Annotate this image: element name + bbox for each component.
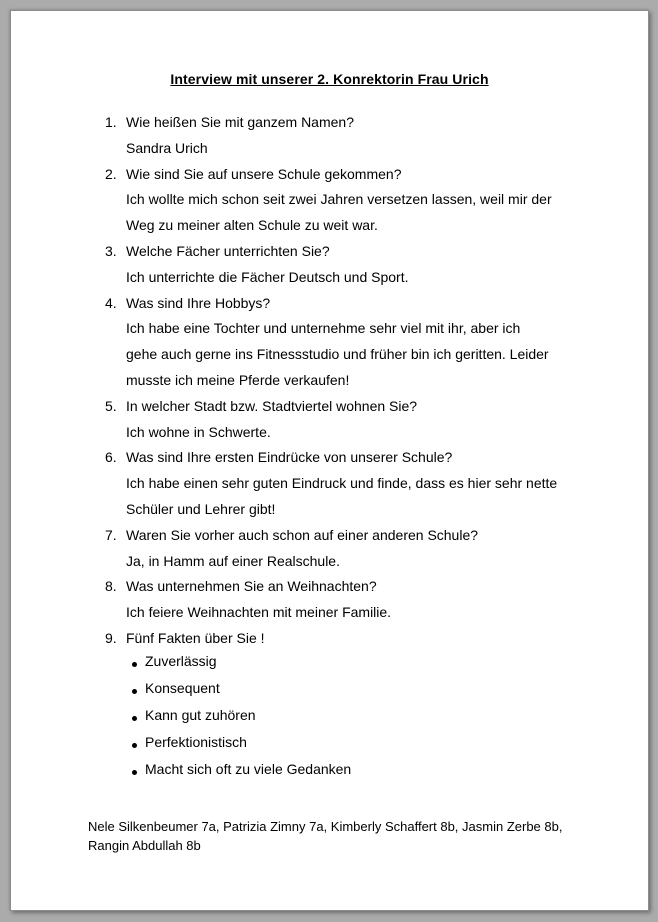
bullet-icon bbox=[132, 662, 137, 667]
question-text: Waren Sie vorher auch schon auf einer anderen Schule? bbox=[126, 526, 479, 543]
question-text: Welche Fächer unterrichten Sie? bbox=[126, 243, 330, 259]
fact-text: Zuverlässig bbox=[145, 652, 217, 669]
answer-text: Ich habe einen sehr guten Eindruck und finde, dass es hier sehr nette bbox=[126, 475, 558, 492]
bullet-icon bbox=[132, 716, 137, 721]
fact-text: Konsequent bbox=[145, 679, 220, 696]
authors-line: Rangin Abdullah 8b bbox=[88, 838, 201, 853]
fact-text: Kann gut zuhören bbox=[145, 706, 256, 723]
fact-text: Macht sich oft zu viele Gedanken bbox=[145, 760, 352, 777]
question-number: 2. bbox=[105, 165, 117, 182]
question-text: In welcher Stadt bzw. Stadtviertel wohnen Sie? bbox=[126, 397, 418, 414]
answer-text: Ich wollte mich schon seit zwei Jahren versetzen lassen, weil mir der bbox=[126, 191, 552, 208]
answer-text: Weg zu meiner alten Schule zu weit war. bbox=[126, 217, 378, 234]
question-text: Was unternehmen Sie an Weihnachten? bbox=[126, 578, 377, 595]
question-number: 3. bbox=[105, 243, 117, 259]
answer-text: Ich feiere Weihnachten mit meiner Familie. bbox=[126, 604, 392, 621]
question-text: Was sind Ihre Hobbys? bbox=[126, 294, 271, 311]
question-text: Was sind Ihre ersten Eindrücke von unserer Schule? bbox=[126, 449, 453, 466]
fact-text: Perfektionistisch bbox=[145, 733, 247, 750]
answer-text: Ja, in Hamm auf einer Realschule. bbox=[126, 552, 340, 569]
question-text: Fünf Fakten über Sie ! bbox=[126, 630, 265, 646]
bullet-icon bbox=[132, 770, 137, 775]
question-number: 7. bbox=[105, 526, 117, 543]
bullet-icon bbox=[132, 689, 137, 694]
answer-text: gehe auch gerne ins Fitnessstudio und früher bin ich geritten. Leider bbox=[126, 346, 549, 363]
question-text: Wie heißen Sie mit ganzem Namen? bbox=[126, 114, 354, 130]
authors-footer bbox=[88, 817, 562, 855]
question-number: 9. bbox=[105, 630, 117, 646]
answer-text: Sandra Urich bbox=[126, 139, 208, 156]
question-number: 1. bbox=[105, 114, 117, 130]
answer-text: musste ich meine Pferde verkaufen! bbox=[126, 371, 350, 388]
document-page bbox=[10, 10, 649, 911]
question-number: 4. bbox=[105, 294, 117, 311]
question-number: 6. bbox=[105, 449, 117, 466]
question-text: Wie sind Sie auf unsere Schule gekommen? bbox=[126, 165, 402, 182]
answer-text: Ich unterrichte die Fächer Deutsch und Sport. bbox=[126, 268, 409, 285]
question-number: 8. bbox=[105, 578, 117, 595]
bullet-icon bbox=[132, 743, 137, 748]
answer-text: Ich habe eine Tochter und unternehme sehr viel mit ihr, aber ich bbox=[126, 320, 521, 337]
answer-text: Ich wohne in Schwerte. bbox=[126, 423, 271, 440]
document-title: Interview mit unserer 2. Konrektorin Frau Urich bbox=[170, 71, 489, 87]
question-number: 5. bbox=[105, 397, 117, 414]
authors-line: Nele Silkenbeumer 7a, Patrizia Zimny 7a, Kimberly Schaffert 8b, Jasmin Zerbe 8b, bbox=[88, 819, 563, 834]
answer-text: Schüler und Lehrer gibt! bbox=[126, 500, 276, 517]
